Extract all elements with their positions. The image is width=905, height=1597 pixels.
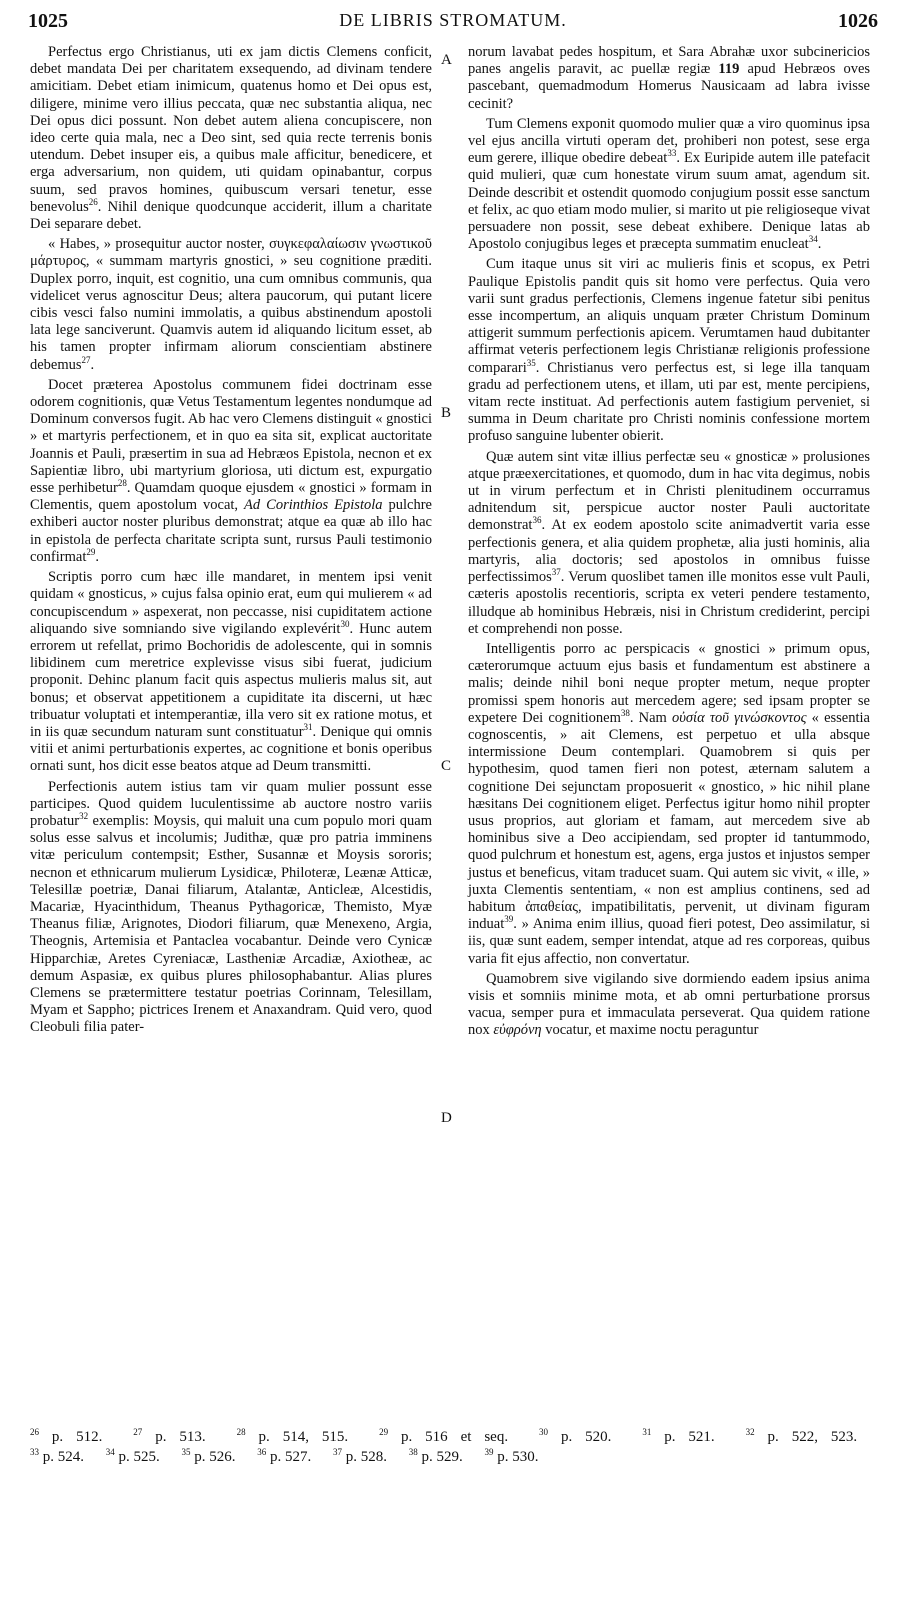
right-paragraph-5: Intelligentis porro ac perspicacis « gnostici » primum opus, cæterorumque actuum ejus basis et fundamentum est abstinere a malis; deinde nihil boni neque propter metum, neque propter promissi spem honoris aut mercedem agere; sed ipsam propter se expetere Dei cognitionem$^{38}$. Nam οὐσία τοῦ γινώσκοντος « essentia cognoscentis, » ait Clemens, est perpetuo et ulla absque intermissione Deum contemplari. Quamobrem si quis per hypothesim, quod tamen fieri non potest, æternam salutem a cognitione Dei sejunctam proposuerit « gnostico, » hic nihil plane hæsitans Dei cognitionem eliget. Perfectus igitur homo nihil propter usus proprios, aut gloriam et famam, aut mercedem sive ab hominibus sive a Deo accipiendam, sed propter id tantummodo, quod pulchrum et honestum est, agens, erga justos et injustos semper justus et beneficus, vitam traducet suam. Qui autem sic vivit, « ille, » juxta Clementis sententiam, « non est amplius continens, sed ad habitum ἀπαθείας, impatibilitatis, pervenit, ut divinam figuram induat$^{39}$. » Anima enim illius, quoad fieri potest, Deo assimilatur, si iis, quæ sunt eadem, semper intendat, atque ad res corporeas, quibus varia fit ejus affectio, non convertatur. — [468, 640, 870, 967]
footnote: $^{30}$ p. 520. — [539, 1427, 612, 1445]
page-number-left: 1025 — [28, 10, 68, 32]
left-column — [30, 44, 432, 1037]
left-paragraph-5: Perfectionis autem istius tam vir quam mulier possunt esse participes. Quod quidem luculentissime ab auctore nostro variis probatur$^{32}$ exemplis: Moysis, qui maluit una cum populo mori quam solus esse salvus et incolumis; Judithæ, quæ pro patria imminens vitæ periculum contempsit; Esther, Susannæ et Moysis sororis; necnon et ethnicarum mulierum Lysidicæ, Philoteræ, Leænæ Atticæ, Telesillæ poetriæ, Danai filiarum, Atalantæ, Anticleæ, Alcestidis, Macariæ, Hyacinthidum, Theanus Pythagoricæ, Themisto, Myæ Theanus filiæ, Arignotes, Diodori filiarum, quæ Menexeno, Argia, Theognis, Artemisia et Pantaclea vocabantur. Deinde vero Cynicæ Hipparchiæ, Aretes Cyreniacæ, Lastheniæ Arcadiæ, Axiotheæ, ac demum Aspasiæ, ex quibus plures philosophabantur. Alias plures Clemens se prætermittere testatur poetrias Corinnam, Telesillam, Myam et Sappho; pictrices Irenem et Anaxandram. Quid vero, quod Cleobuli filia pater- — [30, 778, 432, 1036]
page-header — [28, 10, 878, 36]
right-paragraph-6: Quamobrem sive vigilando sive dormiendo eadem ipsius anima visis et somniis minime mota, et ab omni perturbatione prorsus vacua, semper pura et immaculata perseverat. Qua quidem ratione nox εὐφρόνη vocatur, et maxime noctu peraguntur — [468, 970, 870, 1039]
footnote: $^{31}$ p. 521. — [642, 1427, 715, 1445]
margin-marker-d: D — [441, 1110, 452, 1126]
footnote: $^{27}$ p. 513. — [133, 1427, 206, 1445]
right-paragraph-3: Cum itaque unus sit viri ac mulieris finis et scopus, ex Petri Paulique Epistolis pandit quis sit homo vere perfectus. Quia vero varii sunt gradus perfectionis, Clemens ingenue fatetur sibi penitus esse incompertum, an aliquis unquam præter Christum Dominum attigerit summum perfectionis apicem. Verumtamen haud dubitanter affirmat veteris perfectionem legis Christianæ religionis professione comparari$^{35}$. Christianus vero perfectus est, si lege illa tanquam gradu ad perfectionem utens, et illam, uti par est, mente percipiens, vitam recte instituat. Ad perfectionis autem fastigium perveniet, si summa in Deum charitate pro Christi nominis confessione mortem profuso sanguine lubenter obierit. — [468, 256, 870, 445]
footnote-line-2 — [30, 1447, 875, 1467]
margin-marker-a: A — [441, 52, 452, 68]
footnote: $^{34}$ p. 525. — [105, 1447, 160, 1465]
page-number-right: 1026 — [838, 10, 878, 32]
left-paragraph-3: Docet præterea Apostolus communem fidei doctrinam esse odorem cognitionis, quæ Vetus Testamentum legentes nondumque ad Dominum conversos fugit. Ab hac vero Clemens distinguit « gnostici » et martyris perfectionem, et in quo ea sita sit, explicat auctoritate Joannis et Pauli, præsertim in sua ad Hebræos Epistola, necnon et ex Sapientiæ libro, ubi martyrium gloriosa, uti dictum est, expurgatio esse perhibetur$^{28}$. Quamdam quoque ejusdem « gnostici » formam in Clementis, quem apostolum vocat, Ad Corinthios Epistola pulchre exhiberi auctor noster pluribus demonstrat; atque ea quæ ab illo hac in epistola de perfecta charitate scripta sunt, rursus Pauli testimonio confirmat$^{29}$. — [30, 376, 432, 565]
footnote: $^{35}$ p. 526. — [181, 1447, 236, 1465]
left-paragraph-4: Scriptis porro cum hæc ille mandaret, in mentem ipsi venit quidam « gnosticus, » cujus falsa opinio erat, eum qui mulierem « ad concupiscendum » aspexerat, non peccasse, nisi cupiditatem actione aliquando sive somniando sive vigilando explevérit$^{30}$. Hunc autem errorem ut refellat, primo Bochoridis de adolescente, qui in somnis libidinem cum meretrice explevisse visus sibi fuerat, judicium proponit. Dehinc planum facit quis aspectus mulieris malus sit, aut bonus; et observat appetitionem a cupiditate ita discerni, ut hæc tribuatur voluptati et intemperantiæ, illa vero sit ex ratione motus, et in iis quæ secundum naturam sunt constituatur$^{31}$. Denique qui omnis vitii et animi perturbationis expertes, ac cognitione et bonis operibus ornati sunt, hos dicit esse beatos atque ad Deum transmitti. — [30, 569, 432, 775]
page-reference-bold: 119 — [718, 61, 740, 78]
footnote: $^{36}$ p. 527. — [257, 1447, 312, 1465]
left-paragraph-2: « Habes, » prosequitur auctor noster, συγκεφαλαίωσιν γνωστικοῦ μάρτυρος, « summam martyris gnostici, » seu cognitione præditi. Duplex porro, inquit, est cognitio, una cum omnibus communis, qua videlicet verus agnoscitur Deus; altera paucorum, qui putant licere cibis vesci falso numini immolatis, a quibus abstinendum apostoli lata lege sanciverunt. Quamvis autem id aliquando licitum esset, ab his tamen propter infirmam aliorum conscientiam abstinere debemus$^{27}$. — [30, 236, 432, 373]
running-title: DE LIBRIS STROMATUM. — [339, 10, 567, 30]
right-paragraph-4: Quæ autem sint vitæ illius perfectæ seu « gnosticæ » prolusiones atque præexercitationes, et quomodo, dum in hac vita degimus, nobis ut in virum perfectum et in Christi plenitudinem occurramus adnitendum sit, perspicue auctor noster Pauli auctoritate demonstrat$^{36}$. At ex eodem apostolo scite animadvertit varia esse perfectionis genera, et alia quidem prophetæ, alia justi hominis, alia martyris, alia doctoris; sed apostolos in omnibus fuisse perfectissimos$^{37}$. Verum quoslibet tamen ille monitos esse vult Pauli, cæteris apostolis recentioris, scripta ex veteri pendere testamento, illudque ab hominibus Hebræis, nisi in Christum crediderint, percipi et comprehendi non posse. — [468, 448, 870, 637]
footnote: $^{28}$ p. 514, 515. — [236, 1427, 349, 1445]
right-paragraph-2: Tum Clemens exponit quomodo mulier quæ a viro quominus ipsa vel ejus ancilla virtuti operam det, prohiberi non potest, sese erga eum gerere, illique obedire debeat$^{33}$. Ex Euripide autem ille patefacit quid mulieri, quæ cum honestate virum suum amat, agendum sit. Deinde describit et ostendit quomodo conjugium possit esse sanctum et felix, ac quo etiam modo mulier, si marito ut pie religioseque vivat persuadere non possit, sese debeat exhibere. Denique latas ab Apostolo conjugibus leges et præcepta summatim enucleat$^{34}$. — [468, 115, 870, 253]
footnote: $^{32}$ p. 522, 523. — [745, 1427, 858, 1445]
footnote: $^{26}$ p. 512. — [30, 1427, 103, 1445]
footnotes — [30, 1427, 875, 1467]
left-paragraph-1: Perfectus ergo Christianus, uti ex jam dictis Clemens conficit, debet mandata Dei per charitatem exsequendo, ad divinam tendere amicitiam. Debet etiam inimicum, quatenus homo et Dei opus est, diligere, minime vero illius peccata, quæ nec substantia aliqua, nec Dei opus dici possunt. Non debet autem aliena concupiscere, non ideo certe quia mala, nec a Deo sint, sed quia recte terrenis bonis utendum. Debet insuper eis, a quibus male afficitur, benedicere, et erga adversarium, non quidem, uti quidam opinabantur, corpus suum, sed pravos homines, quibuscum versari tenetur, esse benevolus$^{26}$. Nihil denique quodcunque acciderit, illum a charitate Dei separare debet. — [30, 44, 432, 233]
right-column — [468, 44, 870, 1040]
footnote: $^{38}$ p. 529. — [408, 1447, 463, 1465]
right-paragraph-1: norum lavabat pedes hospitum, et Sara Abrahæ uxor subcinericios panes angelis paravit, ac puellæ regiæ 119 apud Hebræos oves pascebant, quemadmodum Homerus Nausicaam ad labra ivisse cecinit? — [468, 44, 871, 112]
footnote-line-1 — [30, 1427, 875, 1447]
margin-marker-b: B — [441, 405, 452, 421]
footnote: $^{29}$ p. 516 et seq. — [379, 1427, 509, 1445]
footnote: $^{37}$ p. 528. — [333, 1447, 387, 1465]
footnote: $^{33}$ p. 524. — [30, 1447, 84, 1465]
margin-marker-c: C — [441, 758, 452, 774]
footnote: $^{39}$ p. 530. — [484, 1447, 539, 1465]
